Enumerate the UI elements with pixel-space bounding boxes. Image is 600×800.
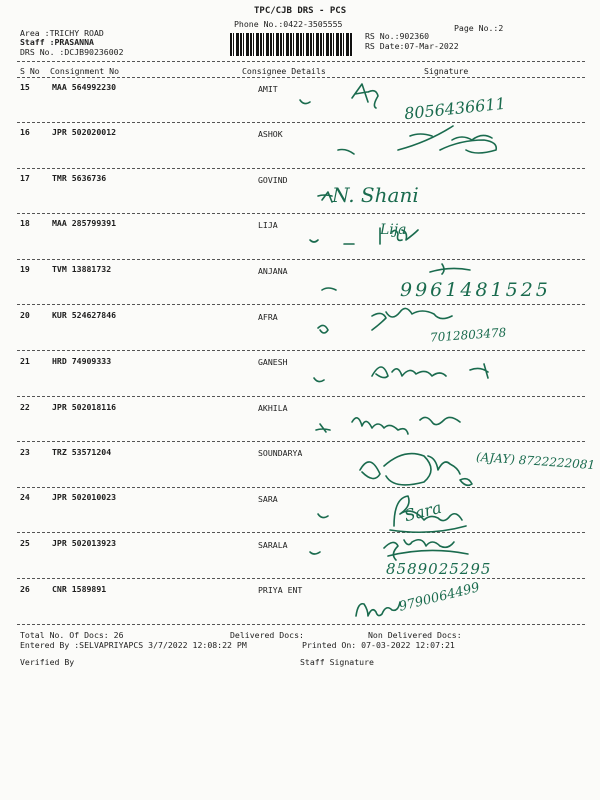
row-21-sno: 21	[20, 356, 30, 366]
row-20-sno: 20	[20, 310, 30, 320]
row-18-sno: 18	[20, 218, 30, 228]
non-delivered-docs: Non Delivered Docs:	[368, 630, 462, 640]
verified-by-label: Verified By	[20, 657, 75, 667]
row-20-consignee: AFRA	[258, 312, 278, 322]
signature-text-row-15: 8056436611	[403, 93, 507, 124]
printed-on: Printed On: 07-03-2022 12:07:21	[302, 640, 455, 650]
signature-text-row-19: 9961481525	[400, 279, 551, 301]
row-16-consignment: JPR 502020012	[52, 127, 117, 137]
row-15-sno: 15	[20, 82, 30, 92]
row-22-consignee: AKHILA	[258, 403, 288, 413]
row-17-consignment: TMR 5636736	[52, 173, 107, 183]
phone-number: Phone No.:0422-3505555	[234, 19, 343, 29]
staff-signature-label: Staff Signature	[300, 657, 374, 667]
row-26-sno: 26	[20, 584, 30, 594]
row-16-sno: 16	[20, 127, 30, 137]
signature-text-row-17: N. Shani	[332, 183, 419, 207]
row-25-sno: 25	[20, 538, 30, 548]
row-21-consignment: HRD 74909333	[52, 356, 112, 366]
signature-text-row-18: Lija	[380, 222, 407, 238]
drs-number: DRS No. :DCJB90236002	[20, 47, 124, 57]
signature-text-row-26: 9790064499	[397, 580, 482, 615]
row-25-consignee: SARALA	[258, 540, 288, 550]
row-24-consignment: JPR 502010023	[52, 492, 117, 502]
row-17-consignee: GOVIND	[258, 175, 288, 185]
row-15-consignee: AMIT	[258, 84, 278, 94]
row-23-consignee: SOUNDARYA	[258, 448, 303, 458]
entered-by: Entered By :SELVAPRIYAPCS 3/7/2022 12:08:22 PM	[20, 640, 247, 650]
delivered-docs: Delivered Docs:	[230, 630, 304, 640]
row-25-consignment: JPR 502013923	[52, 538, 117, 548]
signature-text-row-23: (AJAY) 8722222081	[475, 449, 596, 473]
row-22-sno: 22	[20, 402, 30, 412]
column-consignment: Consignment No	[50, 66, 120, 76]
row-17-sno: 17	[20, 173, 30, 183]
doc-title: TPC/CJB DRS - PCS	[254, 6, 347, 16]
column-sno: S No	[20, 66, 40, 76]
row-26-consignee: PRIYA ENT	[258, 585, 303, 595]
row-19-consignee: ANJANA	[258, 266, 288, 276]
row-15-consignment: MAA 564992230	[52, 82, 117, 92]
row-22-consignment: JPR 502018116	[52, 402, 117, 412]
signature-text-row-25: 8589025295	[386, 560, 492, 578]
row-20-consignment: KUR 524627846	[52, 310, 117, 320]
signature-text-row-20: 7012803478	[429, 325, 507, 345]
row-16-consignee: ASHOK	[258, 129, 283, 139]
total-docs: Total No. Of Docs: 26	[20, 630, 124, 640]
rs-date: RS Date:07-Mar-2022	[365, 41, 459, 51]
row-26-consignment: CNR 1589891	[52, 584, 107, 594]
row-23-consignment: TRZ 53571204	[52, 447, 112, 457]
row-21-consignee: GANESH	[258, 357, 288, 367]
rs-number: RS No.:902360	[365, 31, 430, 41]
column-signature: Signature	[424, 66, 469, 76]
row-23-sno: 23	[20, 447, 30, 457]
staff-label: Staff :PRASANNA	[20, 37, 94, 47]
row-18-consignee: LIJA	[258, 220, 278, 230]
row-19-consignment: TVM 13881732	[52, 264, 112, 274]
row-24-consignee: SARA	[258, 494, 278, 504]
column-consignee: Consignee Details	[242, 66, 326, 76]
row-18-consignment: MAA 285799391	[52, 218, 117, 228]
row-19-sno: 19	[20, 264, 30, 274]
area-label: Area :TRICHY ROAD	[20, 28, 104, 38]
signature-text-row-24: Sara	[402, 497, 444, 526]
page-number: Page No.:2	[454, 23, 504, 33]
row-24-sno: 24	[20, 492, 30, 502]
